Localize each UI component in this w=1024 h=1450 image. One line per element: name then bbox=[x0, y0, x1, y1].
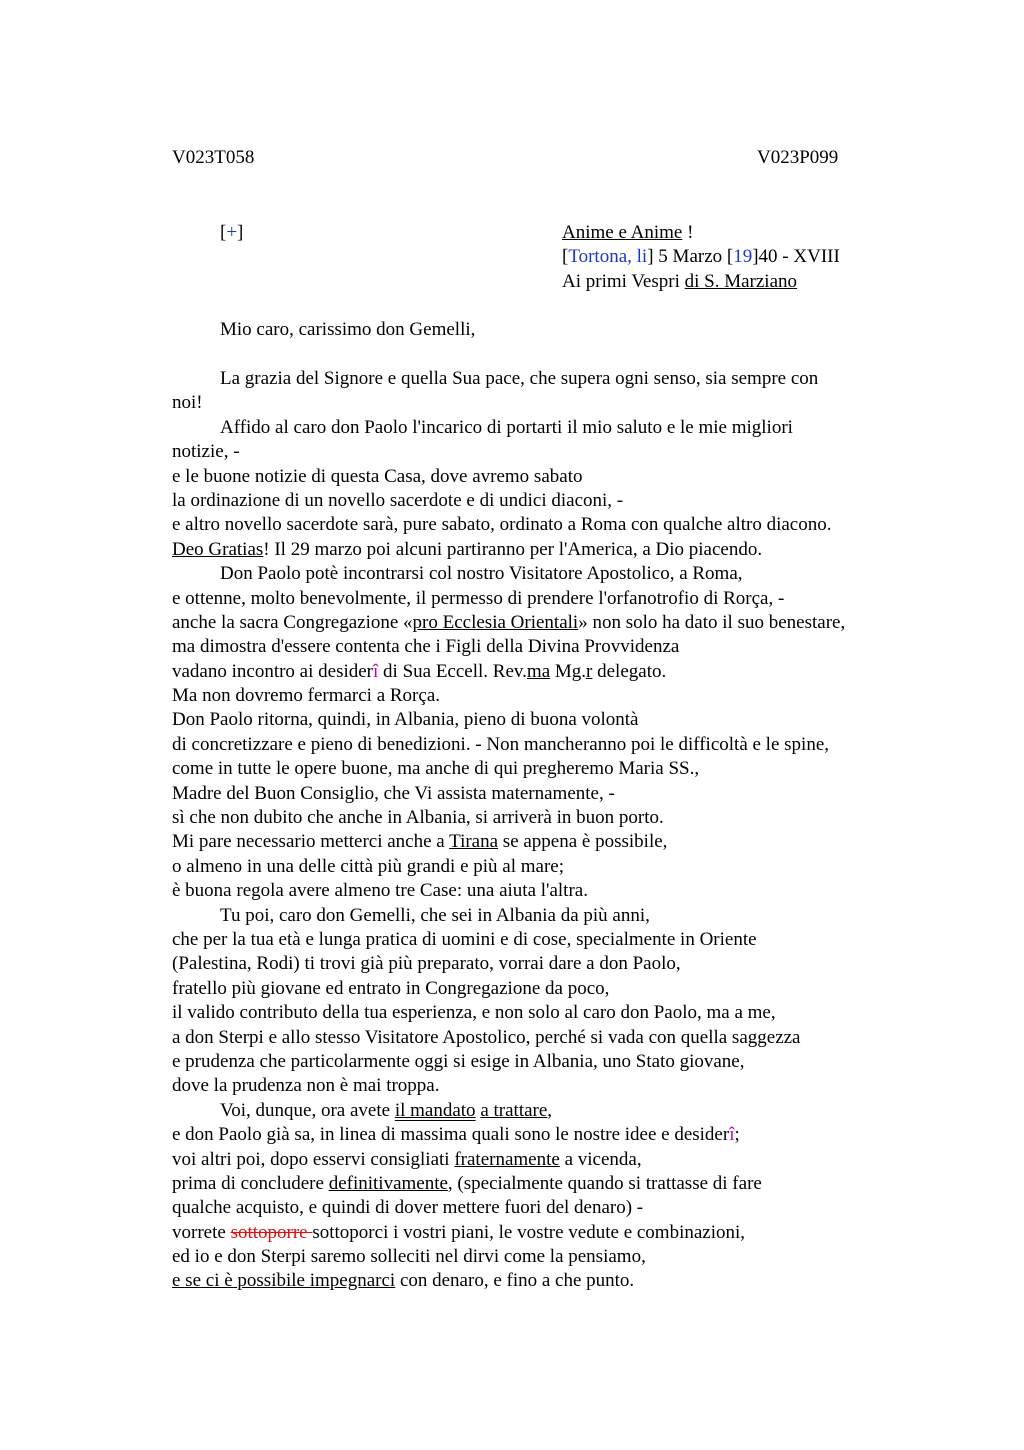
letter-line: sì che non dubito che anche in Albania, si arriverà in buon porto. bbox=[172, 807, 664, 829]
letter-line: il valido contributo della tua esperienza, e non solo al caro don Paolo, ma a me, bbox=[172, 1002, 776, 1024]
letter-line: e altro novello sacerdote sarà, pure sabato, ordinato a Roma con qualche altro diacono. bbox=[172, 514, 832, 536]
letter-line: a don Sterpi e allo stesso Visitatore Apostolico, perché si vada con quella saggezza bbox=[172, 1026, 801, 1048]
letter-line: Don Paolo ritorna, quindi, in Albania, pieno di buona volontà bbox=[172, 709, 639, 731]
place-editorial: Tortona, li bbox=[568, 246, 648, 268]
document-code-right: V023P099 bbox=[757, 147, 839, 168]
letter-line: La grazia del Signore e quella Sua pace, che supera ogni senso, sia sempre con bbox=[220, 368, 819, 389]
letter-line: e ottenne, molto benevolmente, il permesso di prendere l'orfanotrofio di Rorça, - bbox=[172, 587, 785, 609]
letter-line: Mi pare necessario metterci anche a Tirana se appena è possibile, bbox=[172, 831, 668, 853]
year-editorial: 19 bbox=[733, 246, 753, 268]
letter-line: notizie, - bbox=[172, 441, 240, 463]
letter-body bbox=[172, 367, 972, 1294]
letter-line: vorrete sottoporre sottoporci i vostri piani, le vostre vedute e combinazioni, bbox=[172, 1221, 746, 1243]
letter-line: noi! bbox=[172, 392, 203, 414]
motto: Anime e Anime bbox=[562, 222, 683, 243]
letter-line: prima di concludere definitivamente, (specialmente quando si trattasse di fare bbox=[172, 1172, 762, 1194]
letter-line: Affido al caro don Paolo l'incarico di portarti il mio saluto e le mie migliori bbox=[220, 416, 793, 438]
letter-line: o almeno in una delle città più grandi e più al mare; bbox=[172, 855, 565, 877]
letter-line: Don Paolo potè incontrarsi col nostro Visitatore Apostolico, a Roma, bbox=[220, 563, 743, 585]
letter-line: come in tutte le opere buone, ma anche di qui pregheremo Maria SS., bbox=[172, 758, 700, 780]
letter-line: che per la tua età e lunga pratica di uomini e di cose, specialmente in Oriente bbox=[172, 928, 757, 950]
vespri-line: Ai primi Vespri di S. Marziano bbox=[562, 270, 798, 292]
motto-line: Anime e Anime ! bbox=[562, 222, 694, 243]
document-code-left: V023T058 bbox=[172, 147, 255, 168]
letter-line: di concretizzare e pieno di benedizioni. - Non mancheranno poi le difficoltà e le spine, bbox=[172, 733, 830, 755]
letter-line: Madre del Buon Consiglio, che Vi assista maternamente, - bbox=[172, 782, 615, 804]
salutation: Mio caro, carissimo don Gemelli, bbox=[220, 319, 476, 340]
letter-line: anche la sacra Congregazione «pro Ecclesia Orientali» non solo ha dato il suo benestare, bbox=[172, 611, 846, 633]
letter-line: Deo Gratias! Il 29 marzo poi alcuni partiranno per l'America, a Dio piacendo. bbox=[172, 538, 763, 560]
letter-line: ma dimostra d'essere contenta che i Figli della Divina Provvidenza bbox=[172, 636, 680, 658]
letter-line: qualche acquisto, e quindi di dover mettere fuori del denaro) - bbox=[172, 1197, 644, 1219]
cross-mark: [+] bbox=[220, 222, 244, 243]
letter-line: e prudenza che particolarmente oggi si esige in Albania, uno Stato giovane, bbox=[172, 1050, 745, 1072]
letter-line: Ma non dovremo fermarci a Rorça. bbox=[172, 685, 441, 707]
letter-line: dove la prudenza non è mai troppa. bbox=[172, 1075, 440, 1097]
letter-line: (Palestina, Rodi) ti trovi già più preparato, vorrai dare a don Paolo, bbox=[172, 953, 681, 975]
letter-line: è buona regola avere almeno tre Case: una aiuta l'altra. bbox=[172, 880, 588, 902]
deleted-word: sottoporre bbox=[230, 1221, 313, 1243]
letter-line: vadano incontro ai desiderî di Sua Eccell. Rev.ma Mg.r delegato. bbox=[172, 660, 667, 682]
letter-line: Voi, dunque, ora avete il mandato a trattare, bbox=[220, 1099, 553, 1121]
letter-line: Tu poi, caro don Gemelli, che sei in Albania da più anni, bbox=[220, 904, 650, 926]
letter-line: voi altri poi, dopo esservi consigliati fraternamente a vicenda, bbox=[172, 1148, 642, 1170]
letter-line: e don Paolo già sa, in linea di massima quali sono le nostre idee e desiderî; bbox=[172, 1124, 740, 1146]
letter-line: e se ci è possibile impegnarci con denaro, e fino a che punto. bbox=[172, 1270, 635, 1292]
editorial-mark: î bbox=[729, 1124, 735, 1146]
letter-line: la ordinazione di un novello sacerdote e di undici diaconi, - bbox=[172, 489, 624, 511]
letter-line: e le buone notizie di questa Casa, dove avremo sabato bbox=[172, 465, 583, 487]
editorial-mark: î bbox=[373, 660, 379, 682]
letter-line: fratello più giovane ed entrato in Congregazione da poco, bbox=[172, 977, 610, 999]
cross-symbol: + bbox=[226, 222, 238, 243]
letter-line: ed io e don Sterpi saremo solleciti nel dirvi come la pensiamo, bbox=[172, 1246, 646, 1268]
date-line: [Tortona, li] 5 Marzo [19]40 - XVIII bbox=[562, 246, 840, 268]
